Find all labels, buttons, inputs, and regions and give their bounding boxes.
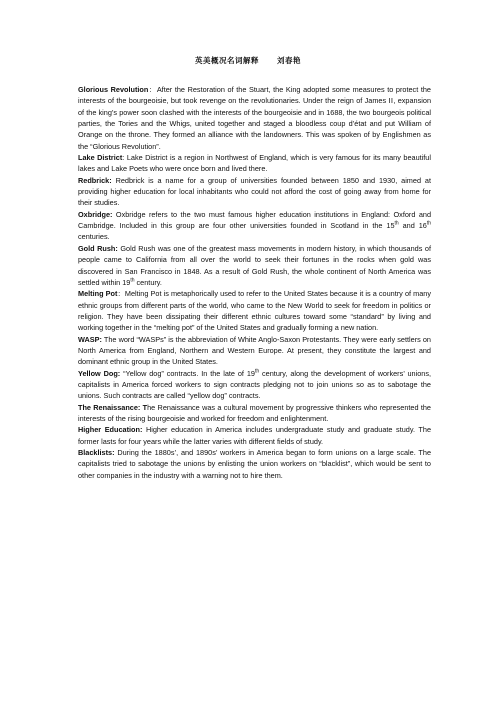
entry-blacklists <box>78 447 431 481</box>
entry-gold-rush <box>78 243 431 288</box>
entry-glorious-revolution <box>78 84 431 152</box>
entry-separator: : <box>122 153 127 163</box>
entry-lake-district <box>78 152 431 175</box>
document-body <box>78 84 431 481</box>
entry-term: Higher Education: <box>78 425 143 435</box>
ordinal-suffix: th <box>394 220 399 227</box>
entry-term: Lake District <box>78 153 123 163</box>
entry-term: Oxbridge: <box>78 209 113 219</box>
entry-term: Glorious Revolution <box>78 85 149 94</box>
entry-text: and 16 <box>398 221 427 231</box>
entry-text: he Renaissance was a cultural movement by progressive thinkers who represented the interests of the rising bourgeoisie and worked for freedom and enlightenment. <box>78 402 431 423</box>
entry-text: century, along the development of workers’ unions, capitalists in America forced workers to sign contracts pledging not to join unions so as to sabotage the unions. Such contracts are called “yellow dog” contracts. <box>78 368 432 401</box>
entry-separator: ： <box>148 85 157 94</box>
entry-wasp <box>78 334 431 368</box>
entry-text: century. <box>134 277 162 287</box>
entry-text: Lake District is a region in Northwest of England, which is very famous for its many beautiful lakes and Lake Poets who were once born and lived there. <box>78 153 431 174</box>
entry-higher-education <box>78 424 431 447</box>
entry-text: Oxbridge refers to the two must famous higher education institutions in England: Oxford and Cambridge. Included in this group are four other universities founded in Scotland in the 15 <box>78 209 432 231</box>
entry-text: The word “WASPs” is the abbreviation of White Anglo-Saxon Protestants. They were early settlers on North America from England, Northern and Western Europe. At present, they constitute the largest and dominant ethnic group in the United States. <box>78 334 431 367</box>
entry-term: Gold Rush: <box>78 243 118 253</box>
entry-term: Melting Pot <box>78 289 118 299</box>
ordinal-suffix: th <box>130 277 135 284</box>
entry-term: Redbrick: <box>78 175 112 185</box>
entry-text: After the Restoration of the Stuart, the King adopted some measures to protect the interests of the bourgeoisie, but took revenge on the revolutionaries. Under the reign of James ⅠⅠ, expansion of the king’s power soon clashed with the interests of the bourgeoisie and in 1688, the two bourgeois political parties, the Tories and the Whigs, united together and staged a bloodless coup d’état and put William of Orange on the throne. They formed an alliance with the landowners. This was spoken of by Englishmen as the “Glorious Revolution”. <box>78 85 431 151</box>
entry-text: Melting Pot is metaphorically used to refer to the United States because it is a country of many ethnic groups from different parts of the world, who came to the New World to seek for freedom in politics or religion. They have been dissipating their different ethnic cultures toward some “standard” by living and working together in the “melting pot” of the United States and gradually forming a new nation. <box>78 289 431 333</box>
entry-oxbridge <box>78 209 431 243</box>
entry-text: Gold Rush was one of the greatest mass movements in modern history, in which thousands of people came to California from all over the world to seek their fortunes in the rocks when gold was discovered in San Francisco in 1848. As a result of Gold Rush, the whole continent of North America was settled within 19 <box>78 243 431 287</box>
entry-text: centuries. <box>78 232 110 242</box>
entry-renaissance <box>78 402 431 425</box>
entry-term: Blacklists: <box>78 448 115 457</box>
entry-term: WASP: <box>78 334 102 344</box>
entry-yellow-dog <box>78 368 431 402</box>
ordinal-suffix: th <box>426 220 431 227</box>
entry-redbrick <box>78 175 431 209</box>
ordinal-suffix: th <box>254 368 260 375</box>
entry-text: Redbrick is a name for a group of universities founded between 1850 and 1930, aimed at providing higher education for local inhabitants who could not afford the cost of going away from home for their studies. <box>78 175 431 208</box>
entry-text: “Yellow dog” contracts. In the late of 19 <box>123 368 255 378</box>
entry-separator: ： <box>117 289 125 299</box>
entry-melting-pot <box>78 288 431 333</box>
document-author: 刘春艳 <box>277 56 301 65</box>
entry-text: During the 1880s’, and 1890s’ workers in America began to form unions on a large scale. The capitalists tried to sabotage the unions by enlisting the union workers on “blacklist”, which would be sent to other companies in the industry with a warning not to hire them. <box>78 448 432 480</box>
entry-term: The Renaissance: T <box>78 402 148 412</box>
document-header <box>0 55 496 66</box>
document-title: 英美概况名词解释 <box>195 56 259 65</box>
entry-text: Higher education in America includes undergraduate study and graduate study. The former lasts for four years while the latter varies with different fields of study. <box>78 425 432 446</box>
entry-term: Yellow Dog: <box>78 368 121 378</box>
